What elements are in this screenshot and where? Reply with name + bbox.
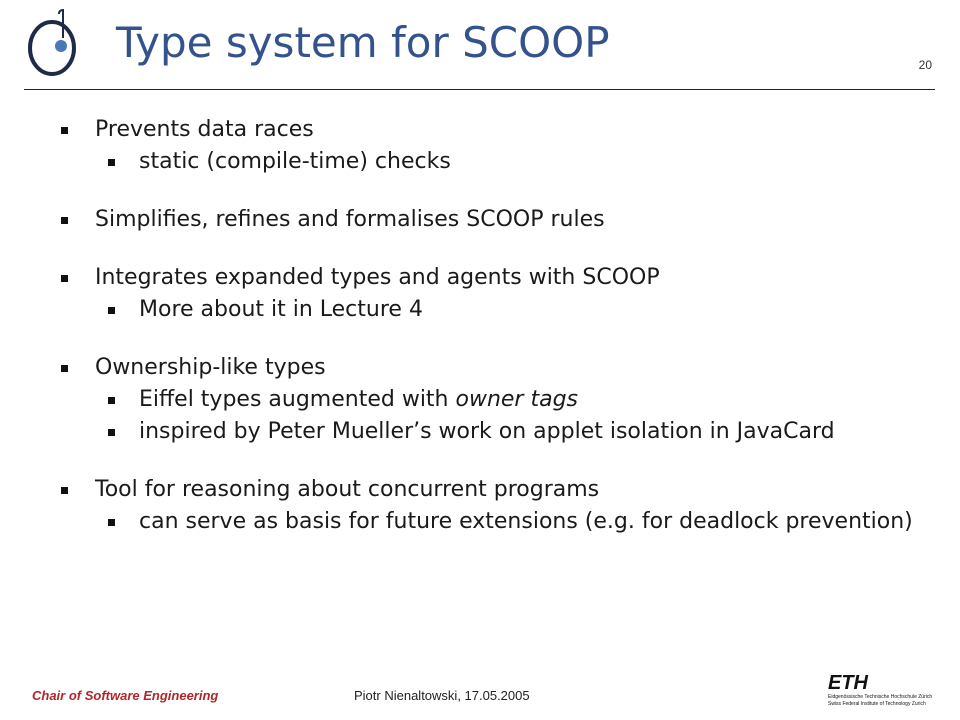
bullet-square-icon	[108, 397, 115, 404]
eth-subtitle-en: Swiss Federal Institute of Technology Zurich	[828, 701, 926, 707]
owner-tags-emphasis: owner tags	[455, 387, 579, 412]
bullet-square-icon	[108, 429, 115, 436]
sub-bullet-item: can serve as basis for future extensions (e.g. for deadlock prevention)	[60, 510, 920, 534]
bullet-item: Simplifies, refines and formalises SCOOP rules	[60, 208, 920, 232]
footer-author-date: Piotr Nienaltowski, 17.05.2005	[354, 688, 530, 703]
bullet-square-icon	[108, 159, 115, 166]
eth-logo	[828, 672, 940, 708]
footer-chair: Chair of Software Engineering	[32, 688, 219, 703]
sub-bullet-item: static (compile-time) checks	[60, 150, 920, 174]
page-number: 20	[918, 58, 932, 72]
bullet-list	[60, 118, 920, 534]
title-divider	[24, 89, 935, 90]
eth-wordmark: ETH	[828, 672, 868, 694]
bullet-square-icon	[61, 275, 68, 282]
bullet-item: Ownership-like types	[60, 356, 920, 380]
bullet-square-icon	[61, 487, 68, 494]
eth-subtitle-de: Eidgenössische Technische Hochschule Zürich	[828, 694, 933, 700]
bullet-square-icon	[61, 365, 68, 372]
bullet-square-icon	[61, 127, 68, 134]
bullet-square-icon	[108, 519, 115, 526]
bullet-item: Prevents data races	[60, 118, 920, 142]
sub-bullet-item: inspired by Peter Mueller’s work on applet isolation in JavaCard	[60, 420, 920, 444]
bullet-square-icon	[61, 217, 68, 224]
sub-bullet-item: More about it in Lecture 4	[60, 298, 920, 322]
bullet-item: Integrates expanded types and agents with SCOOP	[60, 266, 920, 290]
sub-bullet-item: Eiffel types augmented with owner tags	[60, 388, 920, 412]
slide-title: Type system for SCOOP	[116, 18, 610, 67]
bullet-item: Tool for reasoning about concurrent programs	[60, 478, 920, 502]
bullet-square-icon	[108, 307, 115, 314]
chair-logo-icon	[22, 8, 92, 80]
